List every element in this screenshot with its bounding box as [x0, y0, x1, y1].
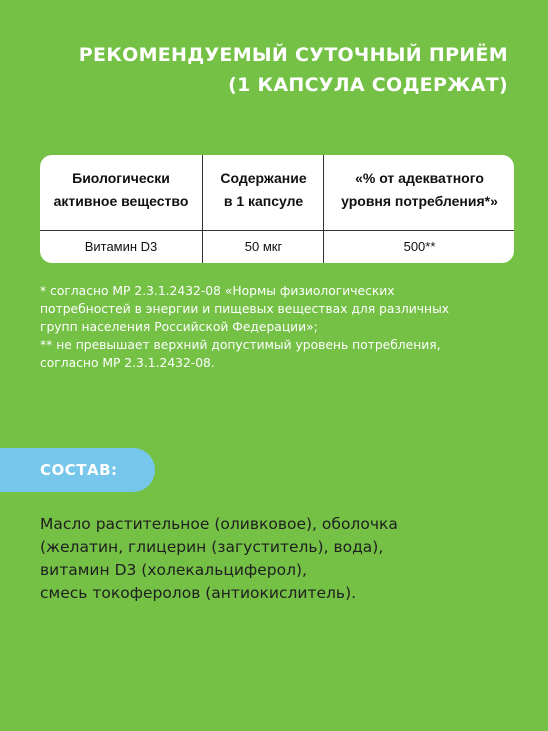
table-column-percent: [323, 155, 515, 263]
table-cell-content: 50 мкг: [244, 239, 283, 254]
table-header-line: уровня потребления*»: [341, 193, 498, 209]
page-title: [79, 40, 508, 100]
composition-text: [40, 513, 510, 605]
footnote-line: групп населения Российской Федерации»;: [40, 320, 318, 334]
table-column-content: [202, 155, 324, 263]
footnote-line: * согласно МР 2.3.1.2432-08 «Нормы физиологических: [40, 284, 395, 298]
table-header-line: в 1 капсуле: [223, 193, 304, 209]
table-divider: [40, 230, 514, 231]
composition-line: Масло растительное (оливковое), оболочка: [40, 515, 398, 533]
table-header-content: [203, 167, 324, 213]
page-title-line-1: РЕКОМЕНДУЕМЫЙ СУТОЧНЫЙ ПРИЁМ: [78, 44, 508, 66]
table-header-substance: [40, 167, 202, 213]
table-header-line: «% от адекватного: [355, 170, 484, 186]
footnote-line: ** не превышает верхний допустимый уровень потребления,: [40, 338, 441, 352]
composition-line: смесь токоферолов (антиокислитель).: [40, 584, 357, 602]
composition-line: (желатин, глицерин (загуститель), вода),: [40, 538, 384, 556]
footnote-line: потребностей в энергии и пищевых веществах для различных: [40, 302, 450, 316]
table-column-substance: [40, 155, 202, 263]
table-cell-percent: 500**: [403, 239, 436, 254]
composition-line: витамин D3 (холекальциферол),: [40, 561, 307, 579]
dosage-table: [40, 155, 514, 263]
table-header-percent: [324, 167, 515, 213]
table-header-line: Содержание: [220, 170, 307, 186]
composition-label: СОСТАВ:: [40, 461, 118, 479]
composition-label-badge: [0, 448, 155, 492]
page-title-line-2: (1 КАПСУЛА СОДЕРЖАТ): [228, 74, 508, 96]
table-cell-substance: Витамин D3: [84, 239, 158, 254]
footnote-line: согласно МР 2.3.1.2432-08.: [40, 356, 215, 370]
table-header-line: активное вещество: [53, 193, 189, 209]
footnotes: [40, 282, 510, 372]
table-header-line: Биологически: [72, 170, 170, 186]
